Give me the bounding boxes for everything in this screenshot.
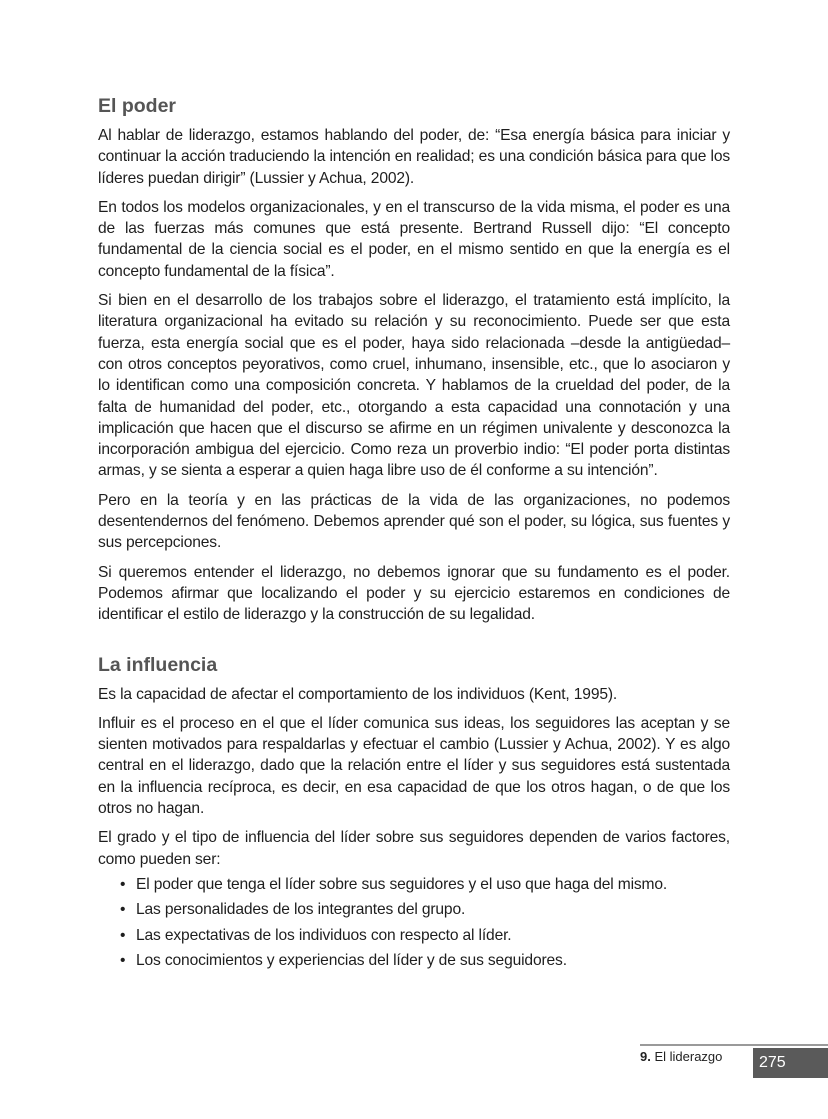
bullet-icon: • xyxy=(120,951,126,969)
list-item-text: Los conocimientos y experiencias del líder y de sus seguidores. xyxy=(136,951,567,969)
list-item-text: Las expectativas de los individuos con respecto al líder. xyxy=(136,926,512,944)
paragraph: Al hablar de liderazgo, estamos hablando del poder, de: “Esa energía básica para iniciar y continuar la acción traduciendo la intención en realidad; es una condición básica para que los líderes puedan dirigir” (Lussier y Achua, 2002). xyxy=(98,127,730,187)
section-heading-poder: El poder xyxy=(98,95,177,117)
paragraph: Es la capacidad de afectar el comportamiento de los individuos (Kent, 1995). xyxy=(98,685,618,703)
chapter-number: 9. xyxy=(640,1049,651,1064)
paragraph: El grado y el tipo de influencia del líder sobre sus seguidores dependen de varios factores, como pueden ser: xyxy=(98,829,730,868)
bullet-icon: • xyxy=(120,926,126,944)
list-item xyxy=(120,950,730,971)
footer-chapter-label xyxy=(640,1049,722,1064)
bullet-icon: • xyxy=(120,901,126,919)
page-number: 275 xyxy=(753,1048,828,1078)
paragraph: En todos los modelos organizacionales, y en el transcurso de la vida misma, el poder es una de las fuerzas más comunes que está presente. Bertrand Russell dijo: “El concepto fundamental de la ciencia social es el poder, en el mismo sentido en que la energía es el concepto fundamental de la física”. xyxy=(98,198,730,280)
bullet-icon: • xyxy=(120,875,126,893)
list-item-text: El poder que tenga el líder sobre sus seguidores y el uso que haga del mismo. xyxy=(136,875,668,893)
list-item-text: Las personalidades de los integrantes del grupo. xyxy=(136,901,466,919)
list-item xyxy=(120,874,730,895)
paragraph: Si bien en el desarrollo de los trabajos sobre el liderazgo, el tratamiento está implícito, la literatura organizacional ha evitado su relación y su reconocimiento. Puede ser que esta fuerza, esta energía social que es el poder, haya sido relacionada –desde la antigüedad– con otros conceptos peyorativos, como cruel, inhumano, insensible, etc., que lo asociaron y lo identifican como una composición concreta. Y hablamos de la crueldad del poder, de la falta de humanidad del poder, etc., otorgando a esta capacidad una connotación y una implicación que hacen que el discurso se afirme en un régimen univalente y desconozca la incorporación ambigua del ejercicio. Como reza un proverbio indio: “El poder porta distintas armas, y se sienta a esperar a quien haga libre uso de él conforme a su intención”. xyxy=(98,292,730,480)
section-heading-influencia: La influencia xyxy=(98,653,218,676)
footer-divider xyxy=(640,1044,828,1046)
page-body xyxy=(98,93,730,975)
paragraph: Influir es el proceso en el que el líder comunica sus ideas, los seguidores las aceptan y se sienten motivados para respaldarlas y efectuar el cambio (Lussier y Achua, 2002). Y es algo central en el liderazgo, dado que la relación entre el líder y sus seguidores está sustentada en la influencia recíproca, es decir, en esa capacidad de que los otros hagan, o de que los otros no hagan. xyxy=(98,714,730,818)
chapter-title: El liderazgo xyxy=(654,1049,723,1064)
paragraph: Si queremos entender el liderazgo, no debemos ignorar que su fundamento es el poder. Podemos afirmar que localizando el poder y su ejercicio estaremos en condiciones de identificar el estilo de liderazgo y la construcción de su legalidad. xyxy=(98,563,730,624)
factors-list xyxy=(98,874,730,971)
list-item xyxy=(120,899,730,920)
list-item xyxy=(120,925,730,946)
paragraph: Pero en la teoría y en las prácticas de la vida de las organizaciones, no podemos desentendernos del fenómeno. Debemos aprender qué son el poder, su lógica, sus fuentes y sus percepciones. xyxy=(98,491,730,552)
